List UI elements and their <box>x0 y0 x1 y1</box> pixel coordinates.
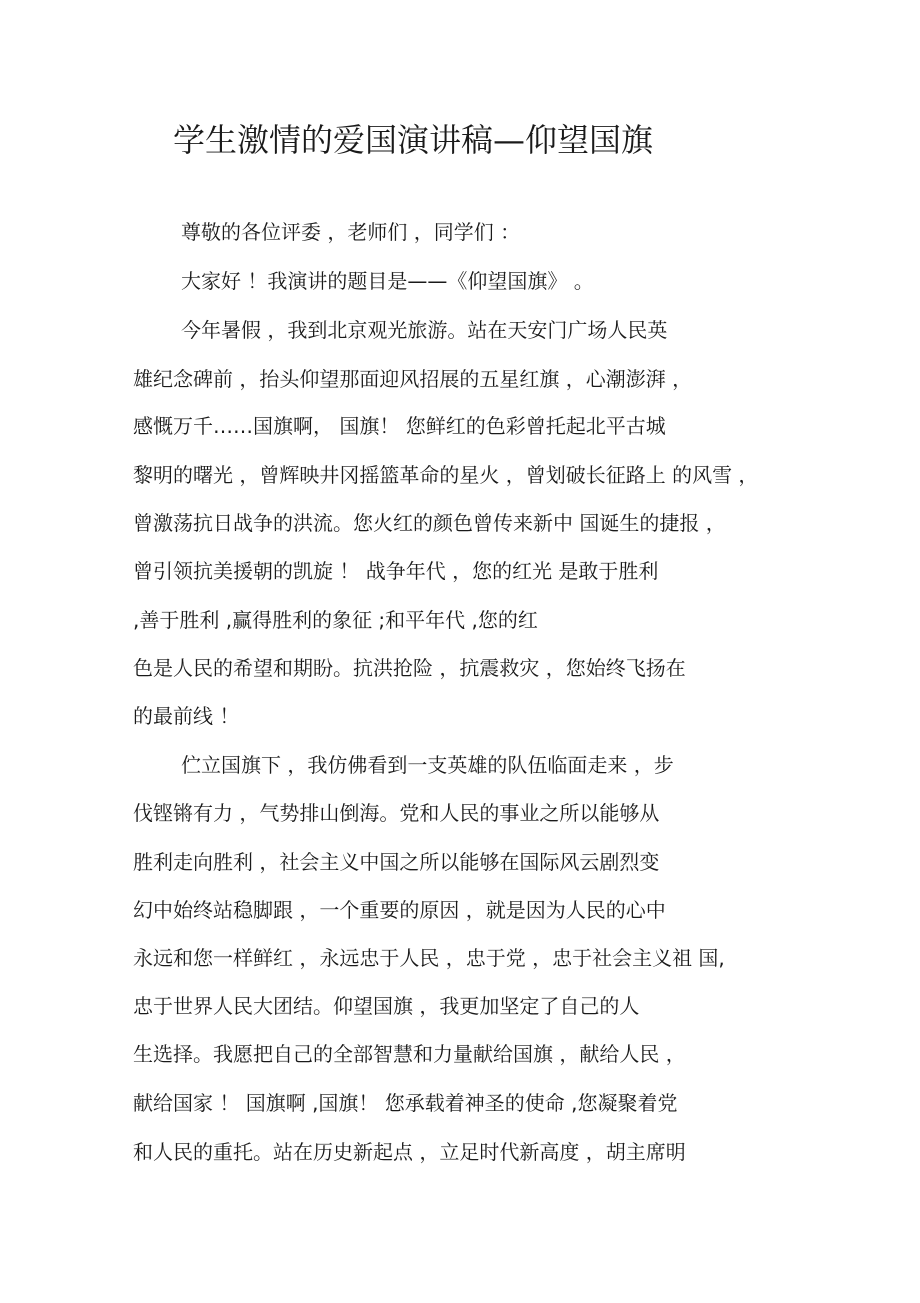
text-line: 的最前线 ！ <box>133 704 240 728</box>
text-line: 感慨万千……国旗啊， 国旗！ 您鲜红的色彩曾托起北平古城 <box>133 414 666 438</box>
text-line: 色是人民的希望和期盼。抗洪抢险 ，抗震救灾 ，您始终飞扬在 <box>133 656 686 680</box>
text-line: 和人民的重托。站在历史新起点 ，立足时代新高度 ，胡主席明 <box>133 1140 686 1164</box>
text-line: 大家好 ！我演讲的题目是——《仰望国旗》 。 <box>181 269 594 293</box>
text-line: 幻中始终站稳脚跟 ，一个重要的原因 ，就是因为人民的心中 <box>133 898 666 922</box>
document-title: 学生激情的爱国演讲稿—仰望国旗 <box>173 121 654 159</box>
text-line: 曾引领抗美援朝的凯旋 ！ 战争年代 ，您的红光 是敢于胜利 <box>133 559 659 583</box>
text-line: 忠于世界人民大团结。仰望国旗 ，我更加坚定了自己的人 <box>133 994 640 1018</box>
text-line: ,善于胜利 ,赢得胜利的象征 ;和平年代 ,您的红 <box>133 608 538 632</box>
text-line: 尊敬的各位评委 ，老师们 ，同学们 ： <box>181 220 521 244</box>
text-line: 胜利走向胜利 ，社会主义中国之所以能够在国际风云剧烈变 <box>133 850 660 874</box>
text-line: 生选择。我愿把自己的全部智慧和力量献给国旗 ，献给人民 ， <box>133 1042 686 1066</box>
text-line: 伫立国旗下 ，我仿佛看到一支英雄的队伍临面走来 ，步 <box>181 753 674 777</box>
text-line: 伐铿锵有力 ，气势排山倒海。党和人民的事业之所以能够从 <box>133 801 660 825</box>
text-line: 永远和您一样鲜红 ，永远忠于人民 ，忠于党 ，忠于社会主义祖 国, <box>133 946 725 970</box>
text-line: 今年暑假 ，我到北京观光旅游。站在天安门广场人民英 <box>181 318 668 342</box>
text-line: 雄纪念碑前 ，抬头仰望那面迎风招展的五星红旗 ，心潮澎湃 ， <box>133 367 693 391</box>
text-line: 黎明的曙光 ，曾辉映井冈摇篮革命的星火 ，曾划破长征路上 的风雪 ， <box>133 463 759 487</box>
text-line: 献给国家 ！ 国旗啊 ,国旗！ 您承载着神圣的使命 ,您凝聚着党 <box>133 1091 678 1115</box>
text-line: 曾激荡抗日战争的洪流。您火红的颜色曾传来新中 国诞生的捷报 ， <box>133 511 726 535</box>
